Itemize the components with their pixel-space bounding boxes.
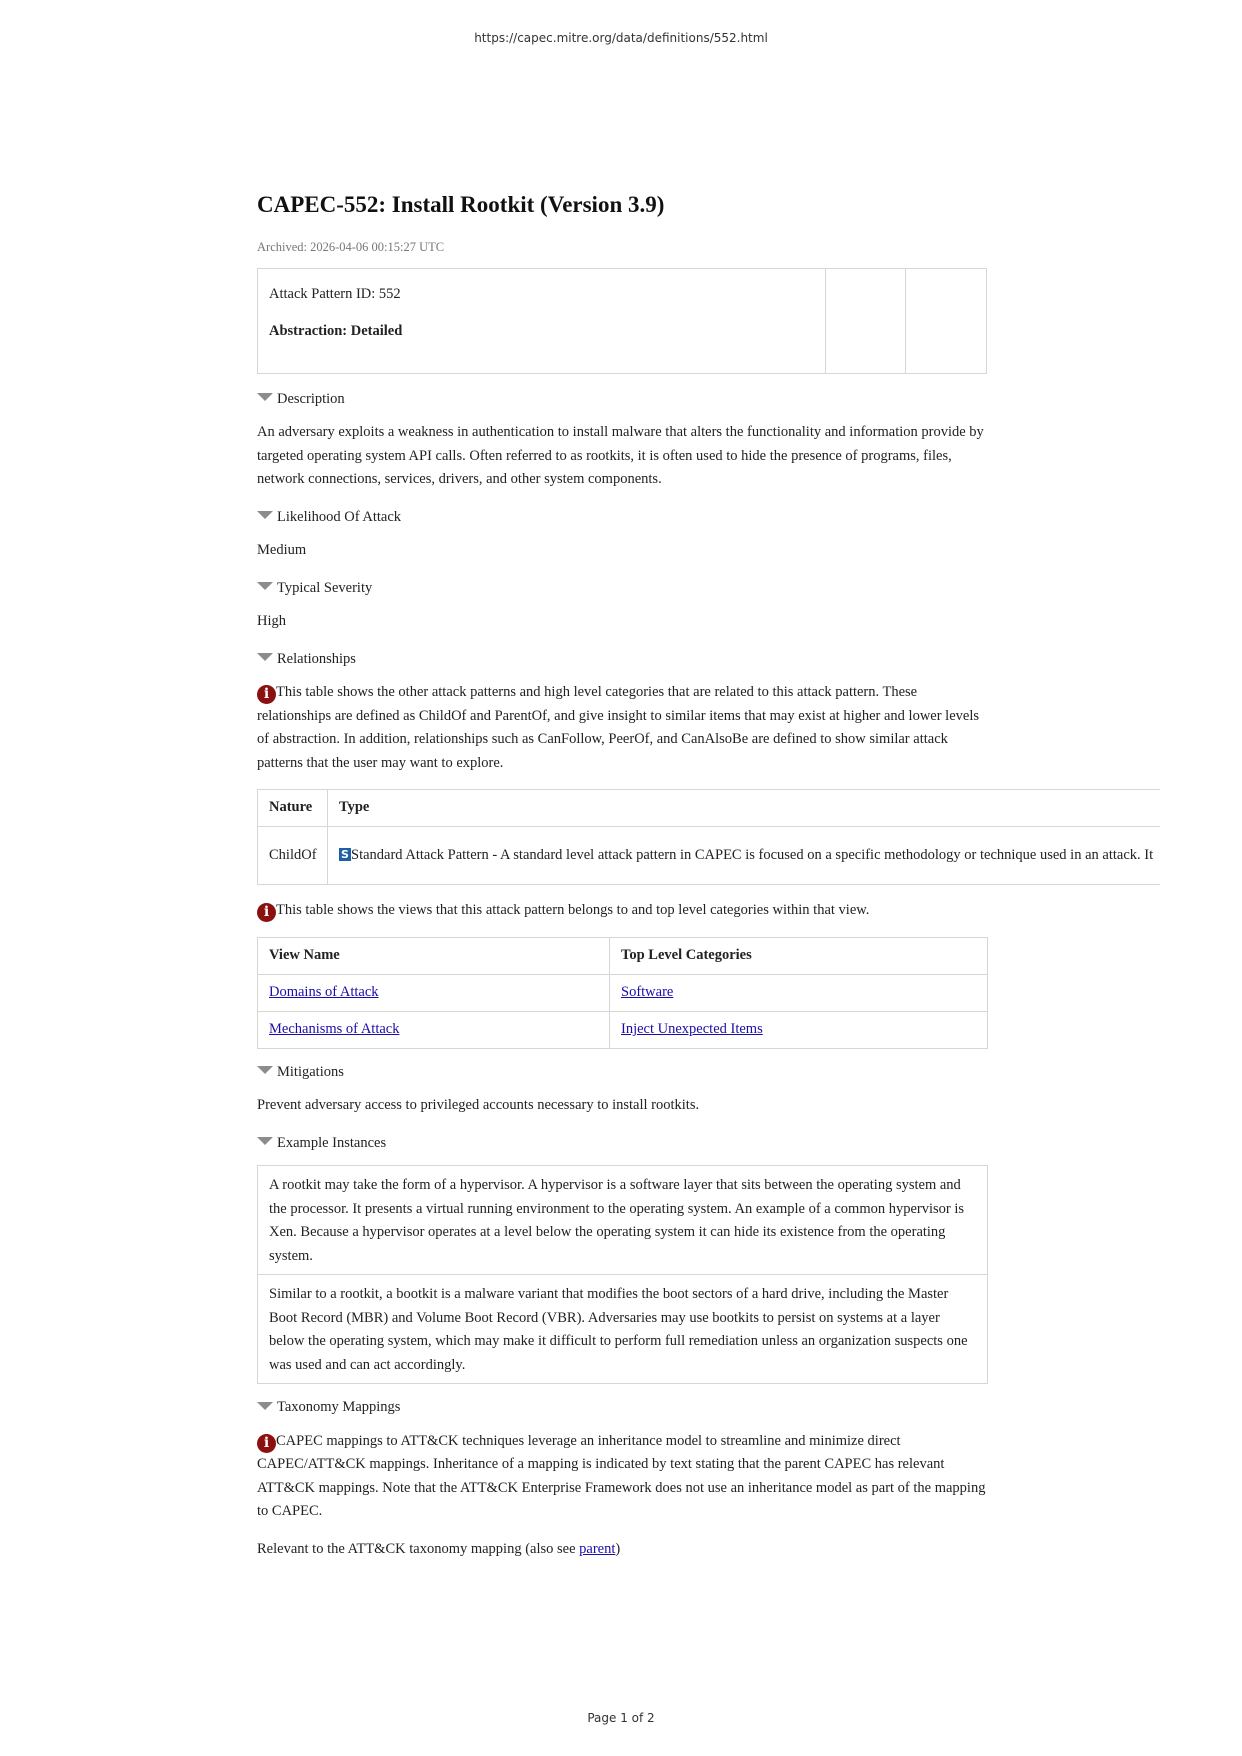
views-table — [257, 937, 988, 1049]
relationships-info-text: This table shows the other attack patterns and high level categories that are related to this attack pattern. These relationships are defined as ChildOf and ParentOf, and give insight to similar items that may exist at higher and lower levels of abstraction. In addition, relationships such as CanFollow, PeerOf, and CanAlsoBe are defined to show similar attack patterns that the user may want to explore. — [257, 684, 980, 771]
triangle-down-icon — [257, 393, 273, 401]
table-header-row — [258, 790, 1161, 827]
relationship-nature: ChildOf — [258, 827, 328, 885]
column-header-top-level-categories: Top Level Categories — [610, 937, 988, 974]
info-icon: i — [257, 1434, 276, 1453]
abstraction-label: Abstraction: Detailed — [269, 323, 403, 339]
section-title: Typical Severity — [277, 579, 373, 596]
relationships-info — [257, 681, 987, 775]
triangle-down-icon — [257, 511, 273, 519]
taxonomy-info — [257, 1430, 987, 1524]
page-title: CAPEC-552: Install Rootkit (Version 3.9) — [257, 192, 665, 217]
likelihood-value: Medium — [257, 542, 307, 558]
description-text: An adversary exploits a weakness in authentication to install malware that alters the functionality and information provide by targeted operating system API calls. Often referred to as rootkits, it is often used to hide the presence of programs, files, network connections, services, drivers, and other system components. — [257, 424, 984, 487]
summary-main — [258, 269, 826, 373]
category-link-software[interactable]: Software — [621, 983, 674, 1000]
column-header-view-name: View Name — [258, 937, 610, 974]
main-content — [257, 188, 1154, 1575]
relationship-type — [328, 827, 1161, 885]
column-header-nature: Nature — [258, 790, 328, 827]
summary-cell — [906, 269, 986, 373]
relationship-type-text: Standard Attack Pattern - A standard level attack pattern in CAPEC is focused on a specific methodology or technique used in an attack. It — [351, 846, 1154, 863]
info-icon: i — [257, 685, 276, 704]
summary-box — [257, 268, 987, 374]
taxonomy-relevant — [257, 1538, 987, 1562]
taxonomy-relevant-suffix: ) — [615, 1540, 621, 1557]
triangle-down-icon — [257, 1402, 273, 1410]
attack-pattern-id: Attack Pattern ID: 552 — [269, 285, 401, 302]
section-title: Taxonomy Mappings — [277, 1399, 401, 1415]
example-instance: A rootkit may take the form of a hypervisor. A hypervisor is a software layer that sits between the operating system and the processor. It presents a virtual running environment to the operating system. An example of a common hypervisor is Xen. Because a hypervisor operates at a level below the operating system it can hide its existence from the operating system. — [258, 1166, 987, 1275]
summary-cell — [826, 269, 906, 373]
triangle-down-icon — [257, 653, 273, 661]
standard-pattern-icon: S — [339, 848, 351, 861]
info-icon: i — [257, 903, 276, 922]
section-header-description[interactable] — [257, 388, 987, 412]
view-name-cell — [258, 1011, 610, 1048]
section-header-likelihood[interactable] — [257, 506, 987, 530]
views-info — [257, 899, 987, 923]
view-link-domains-of-attack[interactable]: Domains of Attack — [269, 983, 379, 1000]
example-instances-box — [257, 1165, 988, 1384]
triangle-down-icon — [257, 582, 273, 590]
view-link-mechanisms-of-attack[interactable]: Mechanisms of Attack — [269, 1020, 400, 1037]
table-row — [258, 974, 988, 1011]
section-header-severity[interactable] — [257, 577, 987, 601]
parent-link[interactable]: parent — [579, 1540, 616, 1557]
section-header-relationships[interactable] — [257, 648, 987, 672]
category-link-inject-unexpected-items[interactable]: Inject Unexpected Items — [621, 1020, 763, 1037]
section-title: Example Instances — [277, 1134, 387, 1151]
triangle-down-icon — [257, 1137, 273, 1145]
archived-date: Archived: 2026-04-06 00:15:27 UTC — [257, 240, 445, 254]
view-name-cell — [258, 974, 610, 1011]
severity-value: High — [257, 613, 286, 629]
taxonomy-info-text: CAPEC mappings to ATT&CK techniques leverage an inheritance model to streamline and minimize direct CAPEC/ATT&CK mappings. Inheritance of a mapping is indicated by text stating that the parent CAPEC has relevant ATT&CK mappings. Note that the ATT&CK Enterprise Framework does not use an inheritance model as part of the mapping to CAPEC. — [257, 1432, 986, 1519]
relationships-table-wrapper — [257, 789, 1160, 885]
triangle-down-icon — [257, 1066, 273, 1074]
table-row — [258, 1011, 988, 1048]
category-cell — [610, 1011, 988, 1048]
table-row — [258, 827, 1161, 885]
category-cell — [610, 974, 988, 1011]
mitigations-text: Prevent adversary access to privileged accounts necessary to install rootkits. — [257, 1097, 700, 1113]
section-header-mitigations[interactable] — [257, 1061, 987, 1085]
taxonomy-relevant-prefix: Relevant to the ATT&CK taxonomy mapping (also see — [257, 1540, 580, 1557]
table-header-row — [258, 937, 988, 974]
column-header-type: Type — [328, 790, 1161, 827]
section-title: Relationships — [277, 650, 356, 667]
example-instance: Similar to a rootkit, a bootkit is a malware variant that modifies the boot sectors of a hard drive, including the Master Boot Record (MBR) and Volume Boot Record (VBR). Adversaries may use bootkits to persist on systems at a layer below the operating system, which may make it difficult to perform full remediation unless an organization suspects one was used and can act accordingly. — [269, 1286, 968, 1373]
section-header-taxonomy-mappings[interactable] — [257, 1396, 987, 1420]
relationships-table — [257, 789, 1160, 885]
views-info-text: This table shows the views that this attack pattern belongs to and top level categories within that view. — [276, 902, 870, 918]
page-number: Page 1 of 2 — [587, 1711, 655, 1725]
section-title: Mitigations — [277, 1063, 344, 1080]
section-header-example-instances[interactable] — [257, 1132, 987, 1156]
page-url: https://capec.mitre.org/data/definitions/552.html — [474, 31, 768, 45]
section-title: Likelihood Of Attack — [277, 508, 402, 525]
section-title: Description — [277, 390, 345, 407]
